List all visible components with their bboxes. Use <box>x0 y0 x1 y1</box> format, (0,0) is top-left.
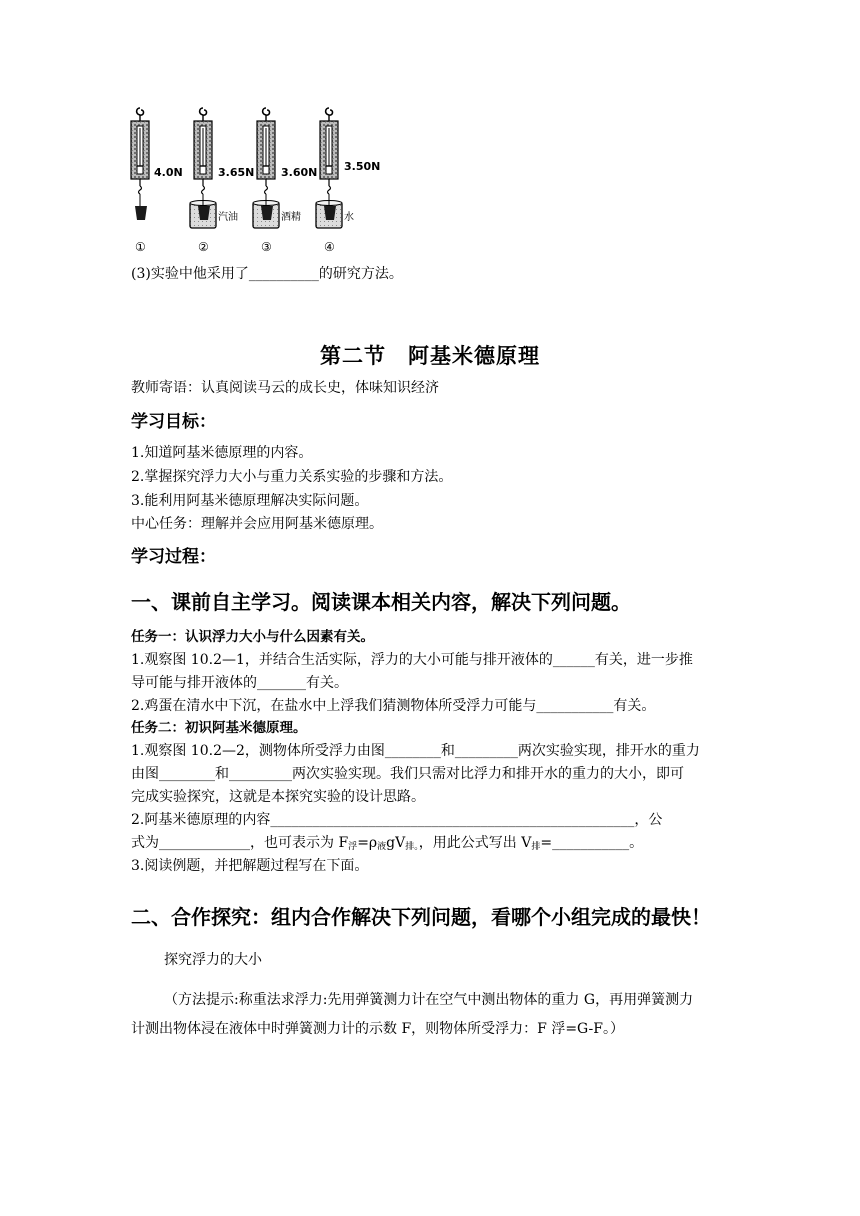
goal-3: 3.能利用阿基米德原理解决实际问题。 <box>131 493 369 509</box>
section-title: 第二节 阿基米德原理 <box>320 343 540 368</box>
formula-mid2: gV <box>386 835 406 851</box>
reading-4: 3.50N <box>344 160 381 173</box>
formula-pre: 式为_____________，也可表示为 F <box>131 835 349 851</box>
task1-line-3: 2.鸡蛋在清水中下沉，在盐水中上浮我们猜测物体所受浮力可能与___________有关。 <box>131 698 656 714</box>
question-3: (3)实验中他采用了__________的研究方法。 <box>131 266 403 282</box>
goals-heading: 学习目标： <box>131 412 216 432</box>
formula-post: =___________。 <box>540 835 644 851</box>
task2-line-1: 1.观察图 10.2—2，测物体所受浮力由图________和_________两次实验实现，排开水的重力 <box>131 743 700 759</box>
task1-line-2: 导可能与排开液体的_______有关。 <box>131 675 348 691</box>
task1-title: 任务一：认识浮力大小与什么因素有关。 <box>131 629 374 645</box>
spring-scale-drawing <box>126 104 362 260</box>
formula-line <box>131 833 643 857</box>
formula-sub-pai-2: 排 <box>531 842 541 852</box>
figure-number-2: ② <box>198 240 209 254</box>
spring-scale-figure <box>126 104 381 260</box>
figure-number-3: ③ <box>261 240 272 254</box>
task2-line-3: 完成实验探究，这就是本探究实验的设计思路。 <box>131 789 425 805</box>
process-heading: 学习过程： <box>131 547 216 567</box>
part1-heading: 一、课前自主学习。阅读课本相关内容，解决下列问题。 <box>131 590 631 614</box>
formula-mid1: =ρ <box>357 835 378 851</box>
goal-2: 2.掌握探究浮力大小与重力关系实验的步骤和方法。 <box>131 469 453 485</box>
method-line-2: 计测出物体浸在液体中时弹簧测力计的示数 F，则物体所受浮力：F 浮=G-F。） <box>131 1021 624 1037</box>
task2-line-4: 2.阿基米德原理的内容____________________________________________________，公 <box>131 812 663 828</box>
part2-heading: 二、合作探究：组内合作解决下列问题，看哪个小组完成的最快！ <box>131 905 711 929</box>
goal-1: 1.知道阿基米德原理的内容。 <box>131 445 313 461</box>
formula-sub-ye: 液 <box>377 842 387 852</box>
figure-number-4: ④ <box>324 240 335 254</box>
formula-mid3: ，用此公式写出 V <box>418 835 532 851</box>
figure-number-1: ① <box>135 240 146 254</box>
formula-sub-pai: 排。 <box>405 842 419 852</box>
reading-3: 3.60N <box>281 166 318 179</box>
reading-1: 4.0N <box>154 166 183 179</box>
method-line-1: （方法提示:称重法求浮力:先用弹簧测力计在空气中测出物体的重力 G，再用弹簧测力 <box>164 992 694 1008</box>
read-example: 3.阅读例题，并把解题过程写在下面。 <box>131 858 369 874</box>
task2-title: 任务二：初识阿基米德原理。 <box>131 720 307 736</box>
liquid-label-2: 汽油 <box>218 212 238 223</box>
reading-2: 3.65N <box>218 166 255 179</box>
formula-sub-fu: 浮 <box>348 842 358 852</box>
task1-line-1: 1.观察图 10.2—1，并结合生活实际，浮力的大小可能与排开液体的______有关，进一步推 <box>131 652 693 668</box>
liquid-label-4: 水 <box>344 212 354 223</box>
liquid-label-3: 酒精 <box>281 212 301 223</box>
task2-line-2: 由图________和_________两次实验实现。我们只需对比浮力和排开水的重力的大小，即可 <box>131 766 684 782</box>
central-task: 中心任务：理解并会应用阿基米德原理。 <box>131 516 383 532</box>
teacher-note: 教师寄语：认真阅读马云的成长史，体味知识经济 <box>131 380 439 396</box>
explore-title: 探究浮力的大小 <box>164 952 262 968</box>
